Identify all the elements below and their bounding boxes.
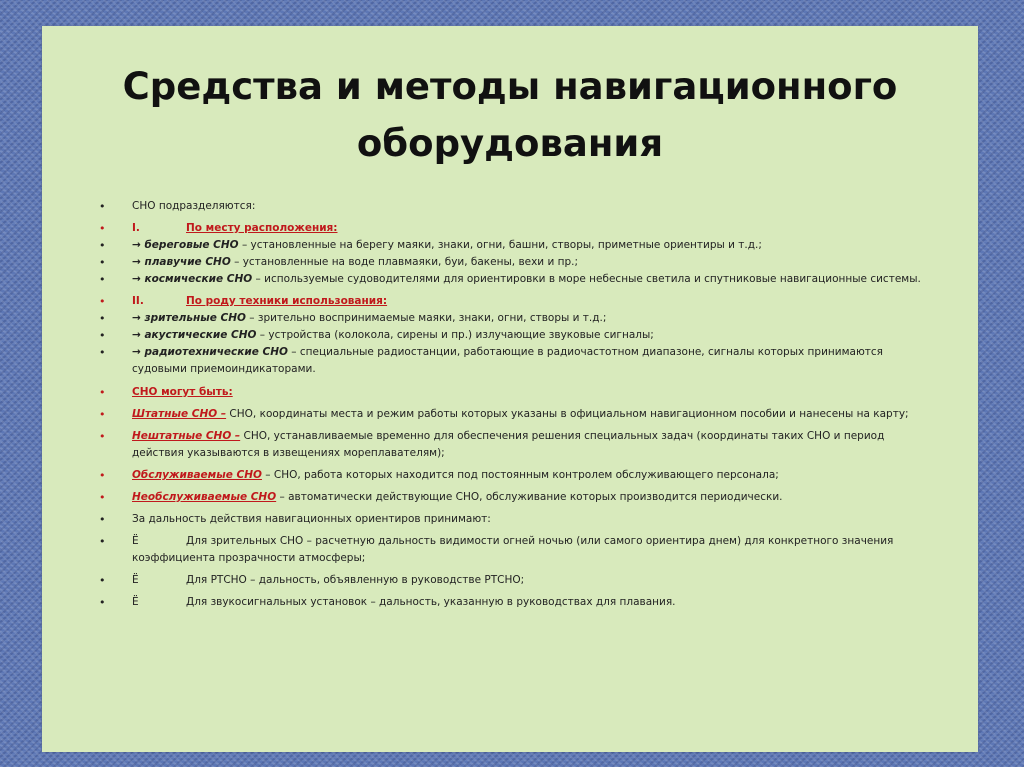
marker-icon: Ё [132, 596, 139, 608]
list-item [94, 310, 934, 327]
item-text: – зрительно воспринимаемые маяки, знаки, огни, створы и т.д.; [245, 312, 607, 324]
section-heading-text: По месту расположения: [186, 222, 338, 234]
slide [42, 26, 978, 752]
list-item [94, 271, 934, 288]
list-item [94, 344, 934, 378]
list-item-range-intro [94, 511, 934, 528]
item-text: – устройства (колокола, сирены и пр.) излучающие звуковые сигналы; [256, 329, 654, 341]
marker-icon: Ё [132, 574, 139, 586]
item-text: – установленные на берегу маяки, знаки, огни, башни, створы, приметные ориентиры и т.д.; [238, 239, 762, 251]
arrow-icon: → [132, 273, 141, 285]
list-item-intro [94, 198, 934, 215]
item-text: СНО, координаты места и режим работы которых указаны в официальном навигационном пособии и нанесены на карту; [226, 408, 909, 420]
item-term: радиотехнические СНО [144, 346, 288, 358]
item-text: – специальные радиостанции, работающие в радиочастотном диапазоне, сигналы которых принимаются судовыми приемоиндикаторами. [132, 346, 883, 375]
item-text: – установленные на воде плавмаяки, буи, бакены, вехи и пр.; [230, 256, 579, 268]
item-text: Для звукосигнальных установок – дальность, указанную в руководствах для плавания. [186, 596, 676, 608]
section-heading-text: СНО могут быть: [132, 386, 233, 398]
item-term: акустические СНО [144, 329, 257, 341]
item-term: плавучие СНО [144, 256, 231, 268]
list-item-staff [94, 406, 934, 423]
item-term: космические СНО [144, 273, 253, 285]
marker-icon: Ё [132, 535, 139, 547]
arrow-icon: → [132, 256, 141, 268]
item-text: – используемые судоводителями для ориентировки в море небесные светила и спутниковые навигационные системы. [252, 273, 921, 285]
arrow-icon: → [132, 329, 141, 341]
title-line-2: оборудования [356, 122, 664, 165]
section-heading-technique [94, 293, 934, 310]
range-intro-text: За дальность действия навигационных ориентиров принимают: [132, 513, 491, 525]
intro-text: СНО подразделяются: [132, 200, 256, 212]
page-title [42, 58, 978, 172]
item-term: зрительные СНО [144, 312, 246, 324]
content-list [94, 198, 934, 611]
list-item [94, 327, 934, 344]
list-item-range [94, 533, 934, 567]
section-number: I. [132, 222, 140, 234]
item-text: – СНО, работа которых находится под постоянным контролем обслуживающего персонала; [261, 469, 779, 481]
list-item-unserviced [94, 489, 934, 506]
list-item [94, 254, 934, 271]
title-line-1: Средства и методы навигационного [122, 65, 898, 108]
item-label: Необслуживаемые СНО [132, 491, 277, 503]
arrow-icon: → [132, 346, 141, 358]
list-item-range [94, 572, 934, 589]
item-label: Штатные СНО – [132, 408, 227, 420]
section-number: II. [132, 295, 144, 307]
arrow-icon: → [132, 239, 141, 251]
item-label: Обслуживаемые СНО [132, 469, 262, 481]
item-term: береговые СНО [144, 239, 239, 251]
item-label: Нештатные СНО – [132, 430, 241, 442]
section-heading-types [94, 384, 934, 401]
item-text: Для зрительных СНО – расчетную дальность видимости огней ночью (или самого ориентира днем) для конкретного значения коэффициента прозрачности атмосферы; [132, 535, 894, 564]
list-item-range [94, 594, 934, 611]
item-text: – автоматически действующие СНО, обслуживание которых производится периодически. [276, 491, 783, 503]
list-item [94, 237, 934, 254]
section-heading-text: По роду техники использования: [186, 295, 388, 307]
item-text: СНО, устанавливаемые временно для обеспечения решения специальных задач (координаты таких СНО и период действия указываются в извещениях мореплавателям); [132, 430, 885, 459]
arrow-icon: → [132, 312, 141, 324]
section-heading-location [94, 220, 934, 237]
list-item-serviced [94, 467, 934, 484]
list-item-nonstaff [94, 428, 934, 462]
item-text: Для РТСНО – дальность, объявленную в руководстве РТСНО; [186, 574, 525, 586]
